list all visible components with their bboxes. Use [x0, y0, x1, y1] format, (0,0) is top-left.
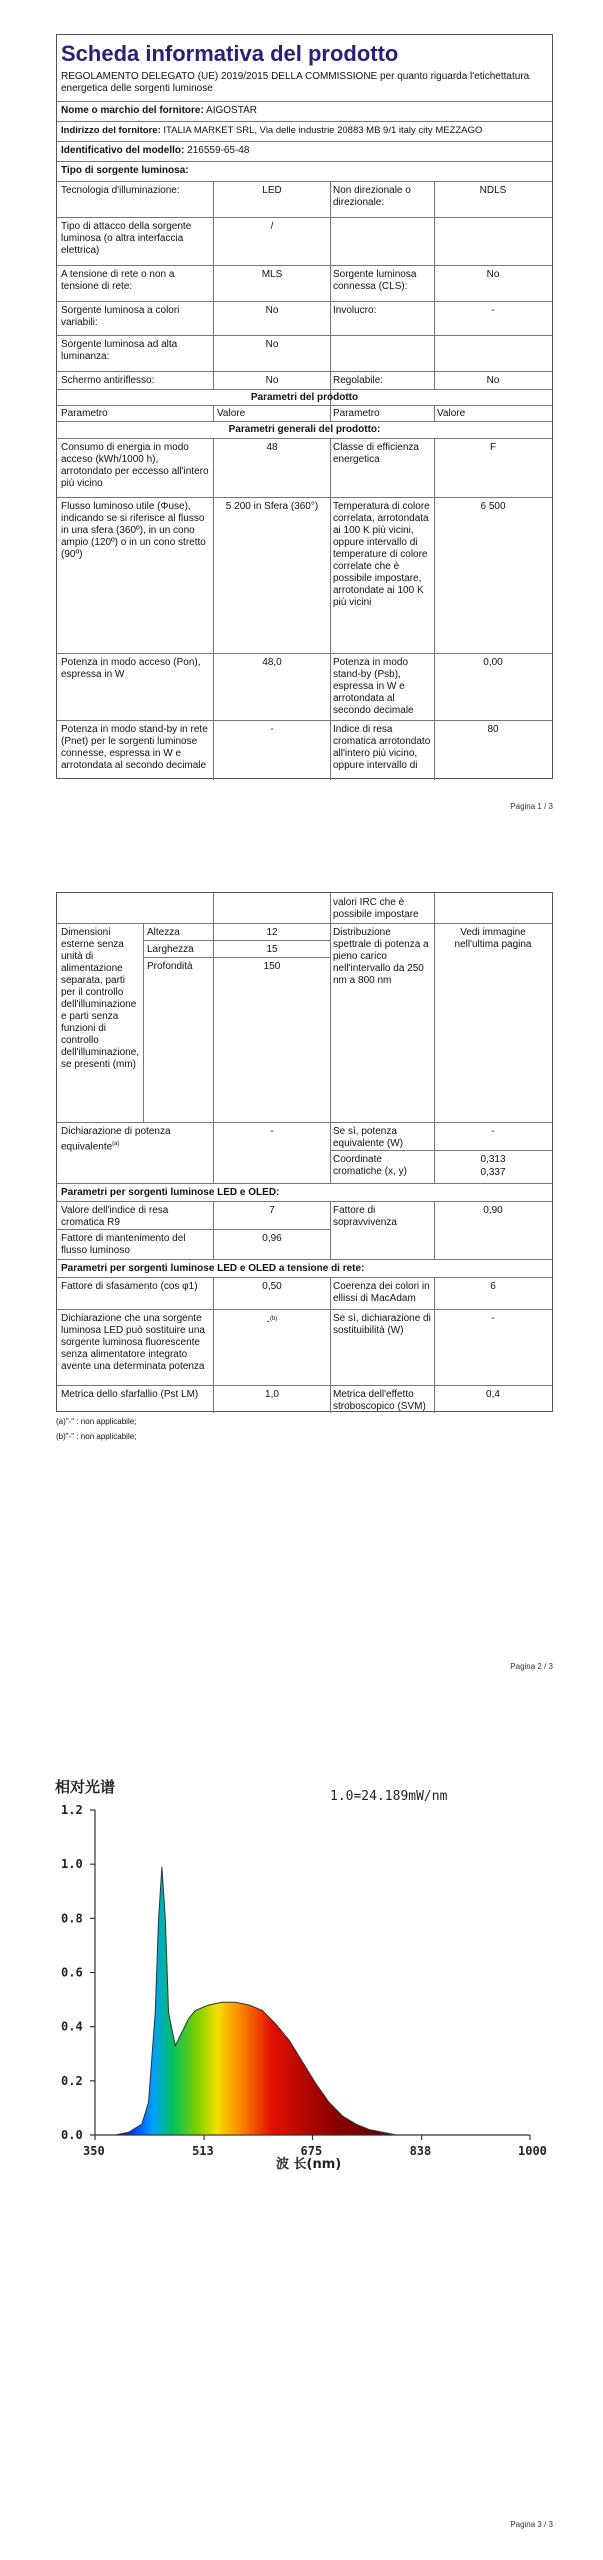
power-factor-label: Fattore di sfasamento (cos φ1)	[61, 1281, 198, 1292]
spectrum-area	[95, 1867, 416, 2135]
flicker-label: Metrica dello sfarfallio (Pst LM)	[61, 1389, 199, 1400]
row3-label: A tensione di rete o non a tensione di rete:	[61, 269, 175, 292]
supplier-address-row: Indirizzo del fornitore: ITALIA MARKET SRL, Via delle industrie 20883 MB 9/1 italy city MEZZAGO	[61, 125, 483, 136]
equivalent-watt-label: Se sì, potenza equivalente (W)	[333, 1126, 404, 1149]
datasheet-table-2	[56, 892, 553, 1412]
row3-value: MLS	[261, 269, 283, 280]
mains-params-header: Parametri per sorgenti luminose LED e OLED a tensione di rete:	[61, 1263, 365, 1274]
x-axis-label: 波 长(nm)	[276, 2157, 342, 2172]
x-tick-labels	[83, 2144, 547, 2158]
chromaticity-y: 0,337	[480, 1167, 506, 1178]
color-temp-label: Temperatura di colore correlata, arrotondata ai 100 K più vicini, oppure intervallo di temperature di colore correlate che è possibile impostare, arrotondate ai 100 K più vicini	[333, 501, 430, 608]
luminous-flux-label: Flusso luminoso utile (Φuse), indicando se si riferisce al flusso in una sfera (360º), in un cono ampio (120º) o in un cono stretto (90º)	[61, 501, 206, 560]
cri-label: Indice di resa cromatica arrotondato all'intero più vicino, oppure intervallo di	[333, 724, 431, 771]
row1-label2: Non direzionale o direzionale:	[333, 185, 411, 208]
row5-value: No	[265, 339, 279, 350]
macadam-value: 6	[490, 1281, 496, 1292]
survival-factor-label: Fattore di sopravvivenza	[333, 1205, 397, 1228]
lumen-maintenance-label: Fattore di mantenimento del flusso luminoso	[61, 1233, 186, 1256]
y-tick-label: 0.4	[61, 2019, 83, 2034]
substitutability-value: -	[491, 1313, 495, 1324]
row4-value2: -	[491, 305, 495, 316]
row5-label: Sorgente luminosa ad alta luminanza:	[61, 339, 178, 362]
y-tick-label: 0.8	[61, 1911, 83, 1926]
supplier-address: ITALIA MARKET SRL, Via delle industrie 20883 MB 9/1 italy city MEZZAGO	[163, 125, 483, 136]
efficiency-class-label: Classe di efficienza energetica	[333, 442, 419, 465]
row6-label2: Regolabile:	[333, 375, 384, 386]
page-3	[0, 1680, 603, 2560]
col-header-value-2: Valore	[437, 408, 466, 419]
dimensions-label: Dimensioni esterne senza unità di alimentazione separata, parti per il controllo dell'illuminazione e parti senza funzioni di controllo dell'illuminazione, se presenti (mm)	[61, 927, 140, 1070]
row4-value: No	[265, 305, 279, 316]
equivalent-power-footnote-mark: (a)	[112, 1141, 120, 1147]
equivalent-power-label: Dichiarazione di potenza equivalente	[61, 1126, 171, 1153]
row1-value2: NDLS	[479, 185, 507, 196]
spectrum-chart	[0, 1770, 603, 2190]
y-tick-label: 0.6	[61, 1965, 83, 1980]
supplier-name: AIGOSTAR	[206, 105, 257, 116]
power-on-value: 48,0	[262, 657, 282, 668]
page-2	[0, 860, 603, 1680]
chart-title: 相对光谱	[55, 1778, 116, 1796]
x-tick-label: 1000	[518, 2144, 547, 2158]
y-tick-label: 0.2	[61, 2073, 83, 2088]
stroboscopic-label: Metrica dell'effetto stroboscopico (SVM)	[333, 1389, 426, 1412]
source-type-header: Tipo di sorgente luminosa:	[61, 165, 189, 176]
y-tick-label: 0.0	[61, 2128, 83, 2142]
footnote-b: (b)"-" : non applicabile;	[56, 1432, 137, 1441]
color-temp-value: 6 500	[480, 501, 506, 512]
regulation-text: REGOLAMENTO DELEGATO (UE) 2019/2015 DELLA COMMISSIONE per quanto riguarda l'etichettatura energetica delle sorgenti luminose	[61, 71, 530, 94]
spectral-distribution-value: Vedi immagine nell'ultima pagina	[454, 927, 532, 950]
general-params-header: Parametri generali del prodotto:	[228, 424, 381, 435]
chromaticity-label: Coordinate cromatiche (x, y)	[333, 1154, 407, 1177]
y-tick-label: 1.0	[61, 1857, 83, 1872]
lumen-maintenance-value: 0,96	[262, 1233, 282, 1244]
r9-label: Valore dell'indice di resa cromatica R9	[61, 1205, 169, 1228]
fluorescent-replacement-cell	[217, 1313, 327, 1328]
stroboscopic-value: 0,4	[486, 1389, 500, 1400]
x-tick-label: 513	[192, 2144, 214, 2158]
x-tick-label: 838	[409, 2144, 432, 2158]
row3-label2: Sorgente luminosa connessa (CLS):	[333, 269, 417, 292]
row1-label: Tecnologia d'illuminazione:	[61, 185, 180, 196]
row1-value: LED	[262, 185, 282, 196]
row3-value2: No	[486, 269, 500, 280]
r9-value: 7	[269, 1205, 275, 1216]
row6-value: No	[265, 375, 279, 386]
cri-value: 80	[487, 724, 499, 735]
net-standby-value: -	[270, 724, 274, 735]
row6-label: Schermo antiriflesso:	[61, 375, 155, 386]
efficiency-class-value: F	[489, 442, 497, 453]
fluorescent-footnote-mark: (b)	[270, 1316, 278, 1322]
page-title: Scheda informativa del prodotto	[61, 41, 399, 66]
footnote-a: (a)"-" : non applicabile;	[56, 1417, 137, 1426]
model-id: 216559-65-48	[187, 145, 250, 156]
chart-annotation: 1.0=24.189mW/nm	[330, 1789, 448, 1804]
height-value: 12	[266, 927, 278, 938]
width-value: 15	[266, 944, 278, 955]
row4-label2: Involucro:	[333, 305, 377, 316]
standby-power-label: Potenza in modo stand-by (Psb), espressa in W e arrotondata al secondo decimale	[333, 657, 414, 716]
survival-factor-value: 0,90	[483, 1205, 503, 1216]
fluorescent-replacement-label: Dichiarazione che una sorgente luminosa LED può sostituire una sorgente luminosa fluorescente senza alimentatore integrato avente una determinata potenza	[61, 1313, 205, 1372]
luminous-flux-value: 5 200 in Sfera (360°)	[225, 501, 319, 512]
col-header-value-1: Valore	[217, 408, 246, 419]
cri-continued: valori IRC che è possibile impostare	[333, 897, 419, 920]
power-on-label: Potenza in modo acceso (Pon), espressa in W	[61, 657, 201, 680]
row4-label: Sorgente luminosa a colori variabili:	[61, 305, 180, 328]
supplier-name-row: Nome o marchio del fornitore: AIGOSTAR	[61, 105, 257, 116]
page-number-1: Pagina 1 / 3	[510, 802, 553, 811]
row2-value: /	[270, 221, 274, 232]
standby-power-value: 0,00	[483, 657, 503, 668]
model-row: Identificativo del modello: 216559-65-48	[61, 145, 250, 156]
equivalent-watt-value: -	[491, 1126, 495, 1137]
substitutability-label: Se sì, dichiarazione di sostituibilità (W)	[333, 1313, 431, 1336]
page-number-2: Pagina 2 / 3	[510, 1662, 553, 1671]
width-label: Larghezza	[147, 944, 194, 955]
x-tick-label: 350	[83, 2144, 105, 2158]
energy-consumption-value: 48	[266, 442, 278, 453]
page-number-3: Pagina 3 / 3	[510, 2520, 553, 2529]
col-header-param-1: Parametro	[61, 408, 108, 419]
energy-consumption-label: Consumo di energia in modo acceso (kWh/1000 h), arrotondato per eccesso all'intero più vicino	[61, 442, 209, 489]
height-label: Altezza	[147, 927, 180, 938]
x-tick-label: 675	[300, 2144, 323, 2158]
y-tick-label: 1.2	[61, 1803, 83, 1817]
y-tick-labels	[61, 1803, 83, 2142]
datasheet-table-1	[56, 34, 553, 779]
fluorescent-replacement-value: -	[266, 1316, 270, 1328]
equivalent-power-row	[61, 1126, 209, 1153]
row6-value2: No	[486, 375, 500, 386]
led-params-header: Parametri per sorgenti luminose LED e OLED:	[61, 1187, 280, 1198]
flicker-value: 1,0	[265, 1389, 279, 1400]
depth-label: Profondità	[147, 961, 193, 972]
depth-value: 150	[263, 961, 281, 972]
params-header: Parametri del prodotto	[250, 392, 359, 403]
row2-label: Tipo di attacco della sorgente luminosa (o altra interfaccia elettrica)	[61, 221, 192, 256]
page-1	[0, 0, 603, 860]
power-factor-value: 0,50	[262, 1281, 282, 1292]
chromaticity-x: 0,313	[480, 1154, 506, 1165]
net-standby-label: Potenza in modo stand-by in rete (Pnet) per le sorgenti luminose connesse, espressa in W e arrotondata al secondo decimale	[61, 724, 208, 771]
spectral-distribution-label: Distribuzione spettrale di potenza a pieno carico nell'intervallo da 250 nm a 800 nm	[333, 927, 429, 986]
macadam-label: Coerenza dei colori in ellissi di MacAdam	[333, 1281, 430, 1304]
col-header-param-2: Parametro	[333, 408, 380, 419]
equivalent-power-value: -	[270, 1126, 274, 1137]
